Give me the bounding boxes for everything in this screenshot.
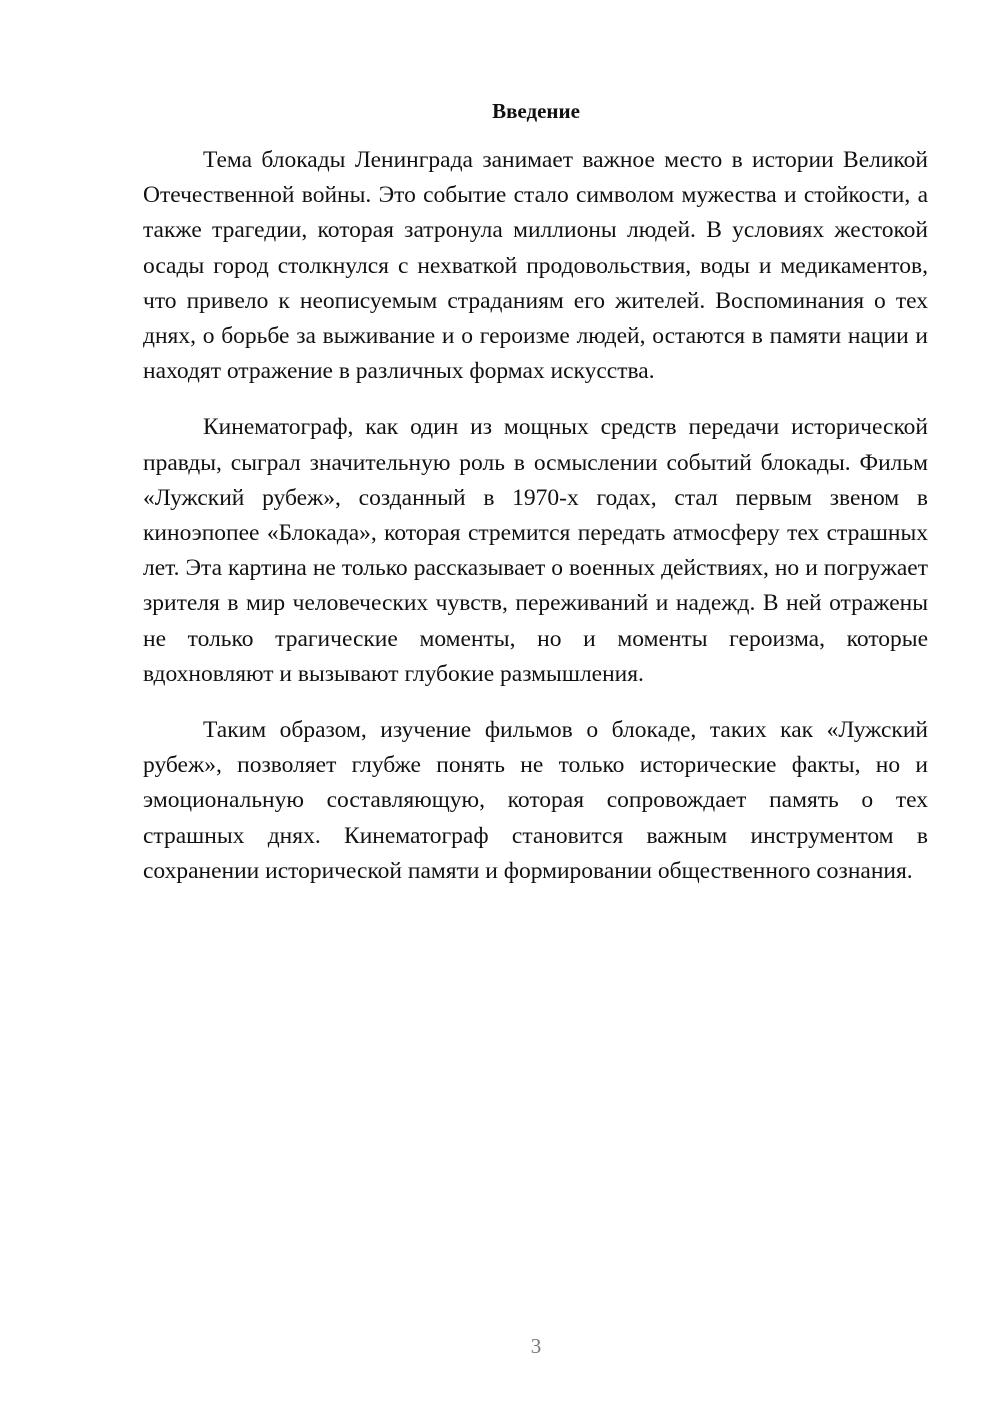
page-number: 3 — [530, 1334, 542, 1358]
paragraph-1: Тема блокады Ленинграда занимает важное место в истории Великой Отечественной войны. Это событие стало символом мужества и стойкости, а также трагедии, которая затронула миллионы людей. В условиях жестокой осады город столкнулся с нехваткой продовольствия, воды и медикаментов, что привело к неописуемым страданиям его жителей. Воспоминания о тех днях, о борьбе за выживание и о героизме людей, остаются в памяти нации и находят отражение в различных формах искусства. — [143, 147, 928, 385]
body-text — [143, 143, 928, 889]
page-heading: Введение — [492, 99, 580, 123]
paragraph-2: Кинематограф, как один из мощных средств передачи исторической правды, сыграл значительную роль в осмыслении событий блокады. Фильм «Лужский рубеж», созданный в 1970-х годах, стал первым звеном в киноэпопее «Блокада», которая стремится передать атмосферу тех страшных лет. Эта картина не только рассказывает о военных действиях, но и погружает зрителя в мир человеческих чувств, переживаний и надежд. В ней отражены не только трагические моменты, но и моменты героизма, которые вдохновляют и вызывают глубокие размышления. — [143, 414, 928, 687]
paragraph-3: Таким образом, изучение фильмов о блокаде, таких как «Лужский рубеж», позволяет глубже понять не только исторические факты, но и эмоциональную составляющую, которая сопровождает память о тех страшных днях. Кинематограф становится важным инструментом в сохранении исторической памяти и формировании общественного сознания. — [143, 717, 928, 884]
